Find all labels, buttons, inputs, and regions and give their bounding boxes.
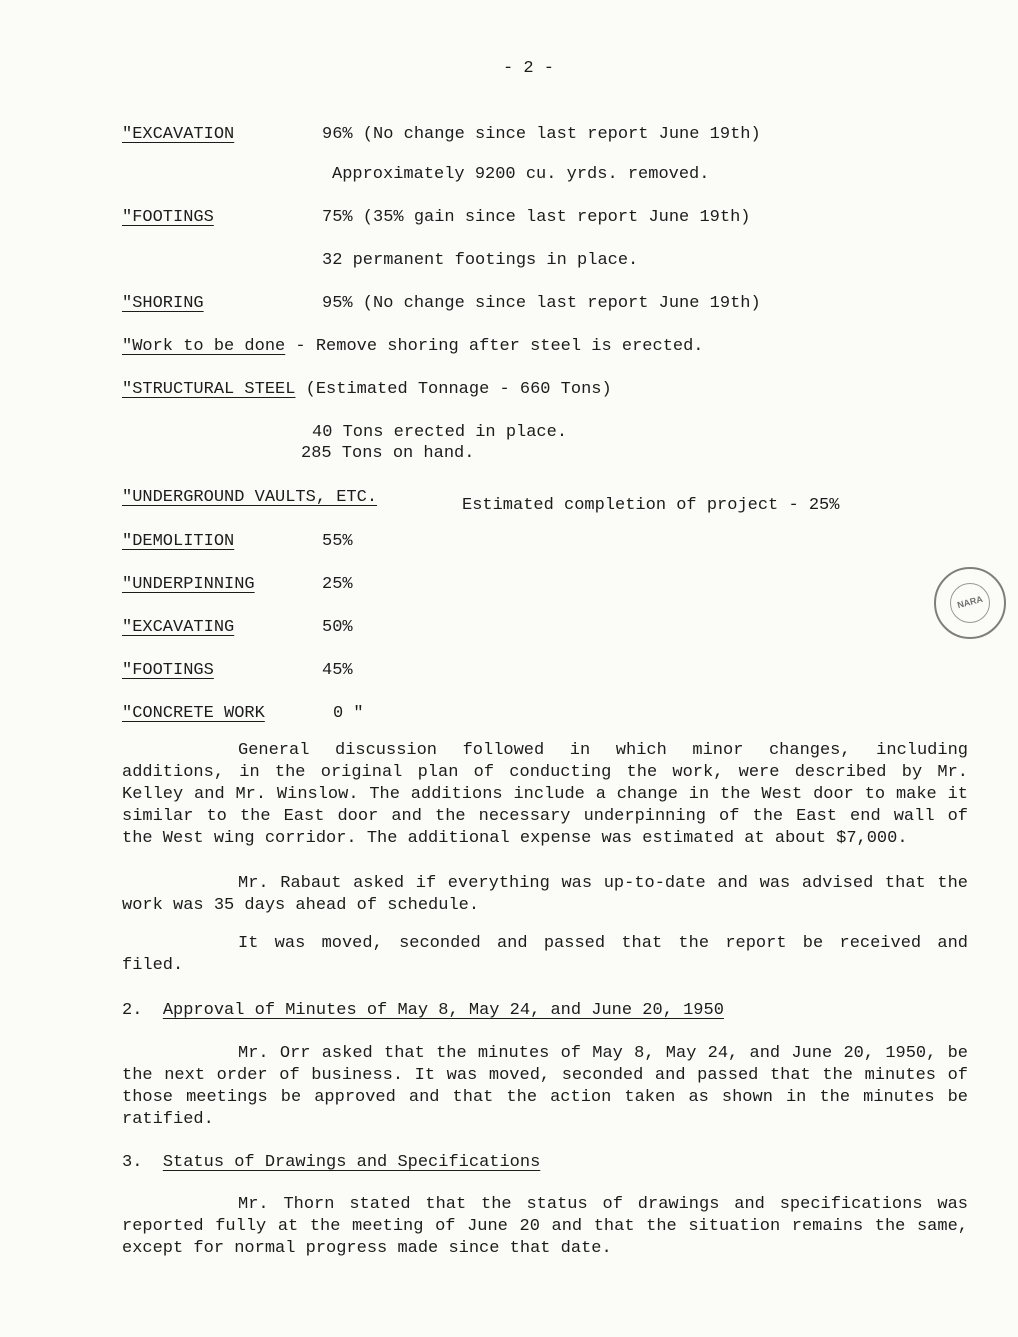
underpinning-value: 25% xyxy=(322,575,353,594)
page-number: - 2 - xyxy=(503,59,555,78)
vaults-completion: Estimated completion of project - 25% xyxy=(462,496,840,515)
structural-steel-line xyxy=(122,379,612,401)
concrete-work-label: "CONCRETE WORK xyxy=(122,704,265,723)
concrete-work-value: 0 " xyxy=(333,704,364,723)
section-2-heading xyxy=(122,1000,724,1022)
work-to-be-done-text: - Remove shoring after steel is erected. xyxy=(285,337,704,356)
footings-label: "FOOTINGS xyxy=(122,208,214,227)
excavation-label: "EXCAVATION xyxy=(122,125,235,144)
paragraph-thorn-status: Mr. Thorn stated that the status of drawings and specifications was reported fully at the meeting of June 20 and that the situation remains the same, except for normal progress made since that date. xyxy=(122,1195,968,1258)
excavation-detail: Approximately 9200 cu. yrds. removed. xyxy=(332,165,710,184)
shoring-value: 95% (No change since last report June 19th) xyxy=(322,294,761,313)
steel-on-hand: 285 Tons on hand. xyxy=(301,444,475,463)
library-stamp xyxy=(934,567,1006,639)
paragraph-rabaut: Mr. Rabaut asked if everything was up-to-date and was advised that the work was 35 days ahead of schedule. xyxy=(122,874,968,915)
paragraph-orr-minutes: Mr. Orr asked that the minutes of May 8, May 24, and June 20, 1950, be the next order of business. It was moved, seconded and passed that the minutes of those meetings be approved and that the action taken as shown in the minutes be ratified. xyxy=(122,1044,968,1129)
steel-erected: 40 Tons erected in place. xyxy=(312,423,568,442)
stamp-center-text: NARA xyxy=(956,593,984,611)
demolition-label: "DEMOLITION xyxy=(122,532,235,551)
excavating-value: 50% xyxy=(322,618,353,637)
work-to-be-done-label: "Work to be done xyxy=(122,337,286,356)
vault-footings-label: "FOOTINGS xyxy=(122,661,214,680)
paragraph-general-discussion: General discussion followed in which minor changes, including additions, in the original plan of conducting the work, were described by Mr. Kelley and Mr. Winslow. The additions include a change in the West door to make it similar to the East door and the necessary underpinning of the East end wall of the West wing corridor. The additional expense was estimated at about $7,000. xyxy=(122,741,968,848)
excavation-value: 96% (No change since last report June 19th) xyxy=(322,125,761,144)
section-2-number: 2. xyxy=(122,1001,143,1020)
underpinning-label: "UNDERPINNING xyxy=(122,575,255,594)
excavating-label: "EXCAVATING xyxy=(122,618,235,637)
section-3-title: Status of Drawings and Specifications xyxy=(162,1153,541,1172)
vaults-label: "UNDERGROUND VAULTS, ETC. xyxy=(122,488,378,507)
footings-detail: 32 permanent footings in place. xyxy=(322,251,639,270)
vault-footings-value: 45% xyxy=(322,661,353,680)
section-3-number: 3. xyxy=(122,1153,143,1172)
structural-steel-text: (Estimated Tonnage - 660 Tons) xyxy=(295,380,612,399)
shoring-label: "SHORING xyxy=(122,294,204,313)
work-to-be-done-line xyxy=(122,336,704,358)
demolition-value: 55% xyxy=(322,532,353,551)
section-3-heading xyxy=(122,1152,540,1174)
paragraph-report-received: It was moved, seconded and passed that the report be received and filed. xyxy=(122,934,968,975)
footings-value: 75% (35% gain since last report June 19th) xyxy=(322,208,751,227)
structural-steel-label: "STRUCTURAL STEEL xyxy=(122,380,296,399)
section-2-title: Approval of Minutes of May 8, May 24, and June 20, 1950 xyxy=(162,1001,724,1020)
